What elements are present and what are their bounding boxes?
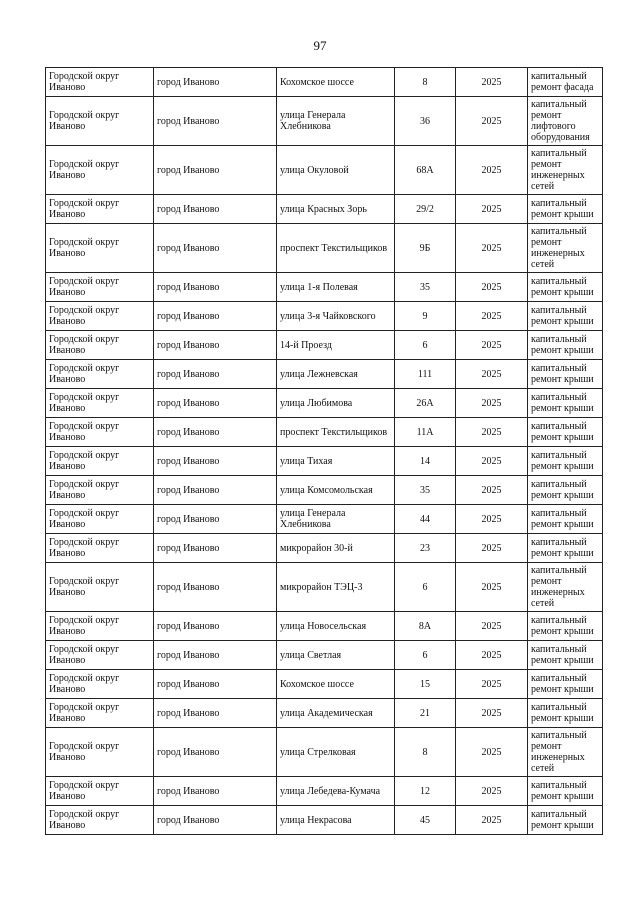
work-type-cell: капитальный ремонт инженерных сетей: [528, 563, 603, 612]
work-type-cell: капитальный ремонт крыши: [528, 331, 603, 360]
district-cell: Городской округ Иваново: [46, 331, 154, 360]
year-cell: 2025: [456, 563, 528, 612]
table-row: [46, 505, 603, 534]
year-cell: 2025: [456, 146, 528, 195]
table-row: [46, 195, 603, 224]
city-cell: город Иваново: [154, 728, 277, 777]
street-cell: улица Лежневская: [277, 360, 395, 389]
year-cell: 2025: [456, 505, 528, 534]
table-row: [46, 146, 603, 195]
street-cell: проспект Текстильщиков: [277, 224, 395, 273]
table-row: [46, 563, 603, 612]
house-number-cell: 14: [395, 447, 456, 476]
city-cell: город Иваново: [154, 273, 277, 302]
street-cell: улица Академическая: [277, 699, 395, 728]
city-cell: город Иваново: [154, 612, 277, 641]
house-number-cell: 35: [395, 273, 456, 302]
street-cell: микрорайон ТЭЦ-3: [277, 563, 395, 612]
work-type-cell: капитальный ремонт крыши: [528, 476, 603, 505]
city-cell: город Иваново: [154, 670, 277, 699]
table-row: [46, 728, 603, 777]
district-cell: Городской округ Иваново: [46, 699, 154, 728]
city-cell: город Иваново: [154, 777, 277, 806]
table-row: [46, 360, 603, 389]
work-type-cell: капитальный ремонт крыши: [528, 302, 603, 331]
work-type-cell: капитальный ремонт крыши: [528, 641, 603, 670]
city-cell: город Иваново: [154, 195, 277, 224]
street-cell: микрорайон 30-й: [277, 534, 395, 563]
table-body: [46, 68, 603, 835]
year-cell: 2025: [456, 331, 528, 360]
house-number-cell: 9Б: [395, 224, 456, 273]
year-cell: 2025: [456, 806, 528, 835]
street-cell: улица Красных Зорь: [277, 195, 395, 224]
district-cell: Городской округ Иваново: [46, 68, 154, 97]
work-type-cell: капитальный ремонт инженерных сетей: [528, 146, 603, 195]
city-cell: город Иваново: [154, 146, 277, 195]
house-number-cell: 11А: [395, 418, 456, 447]
year-cell: 2025: [456, 612, 528, 641]
district-cell: Городской округ Иваново: [46, 97, 154, 146]
year-cell: 2025: [456, 97, 528, 146]
table-row: [46, 670, 603, 699]
city-cell: город Иваново: [154, 360, 277, 389]
work-type-cell: капитальный ремонт крыши: [528, 418, 603, 447]
district-cell: Городской округ Иваново: [46, 670, 154, 699]
city-cell: город Иваново: [154, 97, 277, 146]
work-type-cell: капитальный ремонт инженерных сетей: [528, 224, 603, 273]
work-type-cell: капитальный ремонт фасада: [528, 68, 603, 97]
district-cell: Городской округ Иваново: [46, 641, 154, 670]
table-row: [46, 447, 603, 476]
street-cell: улица 1-я Полевая: [277, 273, 395, 302]
house-number-cell: 36: [395, 97, 456, 146]
work-type-cell: капитальный ремонт крыши: [528, 612, 603, 641]
table-row: [46, 331, 603, 360]
house-number-cell: 6: [395, 641, 456, 670]
city-cell: город Иваново: [154, 418, 277, 447]
table-row: [46, 68, 603, 97]
street-cell: Кохомское шоссе: [277, 670, 395, 699]
year-cell: 2025: [456, 476, 528, 505]
district-cell: Городской округ Иваново: [46, 777, 154, 806]
work-type-cell: капитальный ремонт крыши: [528, 699, 603, 728]
table-row: [46, 273, 603, 302]
year-cell: 2025: [456, 389, 528, 418]
district-cell: Городской округ Иваново: [46, 806, 154, 835]
year-cell: 2025: [456, 273, 528, 302]
city-cell: город Иваново: [154, 476, 277, 505]
house-number-cell: 26А: [395, 389, 456, 418]
work-type-cell: капитальный ремонт крыши: [528, 389, 603, 418]
district-cell: Городской округ Иваново: [46, 612, 154, 641]
city-cell: город Иваново: [154, 563, 277, 612]
city-cell: город Иваново: [154, 641, 277, 670]
street-cell: улица Стрелковая: [277, 728, 395, 777]
city-cell: город Иваново: [154, 389, 277, 418]
table-row: [46, 699, 603, 728]
street-cell: проспект Текстильщиков: [277, 418, 395, 447]
table-row: [46, 641, 603, 670]
street-cell: улица Тихая: [277, 447, 395, 476]
work-type-cell: капитальный ремонт крыши: [528, 806, 603, 835]
city-cell: город Иваново: [154, 534, 277, 563]
district-cell: Городской округ Иваново: [46, 224, 154, 273]
street-cell: улица 3-я Чайковского: [277, 302, 395, 331]
page-number: 97: [313, 38, 327, 53]
district-cell: Городской округ Иваново: [46, 447, 154, 476]
year-cell: 2025: [456, 670, 528, 699]
street-cell: Кохомское шоссе: [277, 68, 395, 97]
work-type-cell: капитальный ремонт крыши: [528, 195, 603, 224]
table-row: [46, 777, 603, 806]
house-number-cell: 8: [395, 728, 456, 777]
year-cell: 2025: [456, 360, 528, 389]
house-number-cell: 45: [395, 806, 456, 835]
table-row: [46, 534, 603, 563]
house-number-cell: 35: [395, 476, 456, 505]
work-type-cell: капитальный ремонт крыши: [528, 505, 603, 534]
district-cell: Городской округ Иваново: [46, 389, 154, 418]
year-cell: 2025: [456, 418, 528, 447]
district-cell: Городской округ Иваново: [46, 418, 154, 447]
house-number-cell: 6: [395, 563, 456, 612]
year-cell: 2025: [456, 302, 528, 331]
house-number-cell: 8А: [395, 612, 456, 641]
district-cell: Городской округ Иваново: [46, 360, 154, 389]
year-cell: 2025: [456, 534, 528, 563]
year-cell: 2025: [456, 699, 528, 728]
street-cell: улица Светлая: [277, 641, 395, 670]
table-row: [46, 476, 603, 505]
street-cell: улица Любимова: [277, 389, 395, 418]
work-type-cell: капитальный ремонт лифтового оборудования: [528, 97, 603, 146]
district-cell: Городской округ Иваново: [46, 302, 154, 331]
street-cell: улица Некрасова: [277, 806, 395, 835]
street-cell: улица Лебедева-Кумача: [277, 777, 395, 806]
district-cell: Городской округ Иваново: [46, 195, 154, 224]
street-cell: 14-й Проезд: [277, 331, 395, 360]
table-row: [46, 302, 603, 331]
street-cell: улица Генерала Хлебникова: [277, 97, 395, 146]
work-type-cell: капитальный ремонт крыши: [528, 360, 603, 389]
district-cell: Городской округ Иваново: [46, 505, 154, 534]
street-cell: улица Новосельская: [277, 612, 395, 641]
work-type-cell: капитальный ремонт крыши: [528, 534, 603, 563]
street-cell: улица Генерала Хлебникова: [277, 505, 395, 534]
city-cell: город Иваново: [154, 699, 277, 728]
year-cell: 2025: [456, 777, 528, 806]
house-number-cell: 23: [395, 534, 456, 563]
district-cell: Городской округ Иваново: [46, 728, 154, 777]
table-row: [46, 418, 603, 447]
district-cell: Городской округ Иваново: [46, 146, 154, 195]
district-cell: Городской округ Иваново: [46, 563, 154, 612]
house-number-cell: 15: [395, 670, 456, 699]
city-cell: город Иваново: [154, 505, 277, 534]
table-row: [46, 389, 603, 418]
year-cell: 2025: [456, 447, 528, 476]
city-cell: город Иваново: [154, 331, 277, 360]
district-cell: Городской округ Иваново: [46, 534, 154, 563]
year-cell: 2025: [456, 641, 528, 670]
work-type-cell: капитальный ремонт крыши: [528, 273, 603, 302]
city-cell: город Иваново: [154, 806, 277, 835]
table-row: [46, 806, 603, 835]
repair-schedule-table: [45, 67, 603, 835]
city-cell: город Иваново: [154, 224, 277, 273]
house-number-cell: 6: [395, 331, 456, 360]
district-cell: Городской округ Иваново: [46, 476, 154, 505]
year-cell: 2025: [456, 195, 528, 224]
street-cell: улица Комсомольская: [277, 476, 395, 505]
work-type-cell: капитальный ремонт инженерных сетей: [528, 728, 603, 777]
table-row: [46, 224, 603, 273]
work-type-cell: капитальный ремонт крыши: [528, 670, 603, 699]
house-number-cell: 68А: [395, 146, 456, 195]
city-cell: город Иваново: [154, 447, 277, 476]
work-type-cell: капитальный ремонт крыши: [528, 447, 603, 476]
table-row: [46, 97, 603, 146]
year-cell: 2025: [456, 68, 528, 97]
year-cell: 2025: [456, 728, 528, 777]
district-cell: Городской округ Иваново: [46, 273, 154, 302]
work-type-cell: капитальный ремонт крыши: [528, 777, 603, 806]
street-cell: улица Окуловой: [277, 146, 395, 195]
city-cell: город Иваново: [154, 302, 277, 331]
house-number-cell: 21: [395, 699, 456, 728]
house-number-cell: 12: [395, 777, 456, 806]
house-number-cell: 29/2: [395, 195, 456, 224]
year-cell: 2025: [456, 224, 528, 273]
table-row: [46, 612, 603, 641]
city-cell: город Иваново: [154, 68, 277, 97]
house-number-cell: 9: [395, 302, 456, 331]
house-number-cell: 8: [395, 68, 456, 97]
house-number-cell: 44: [395, 505, 456, 534]
house-number-cell: 111: [395, 360, 456, 389]
